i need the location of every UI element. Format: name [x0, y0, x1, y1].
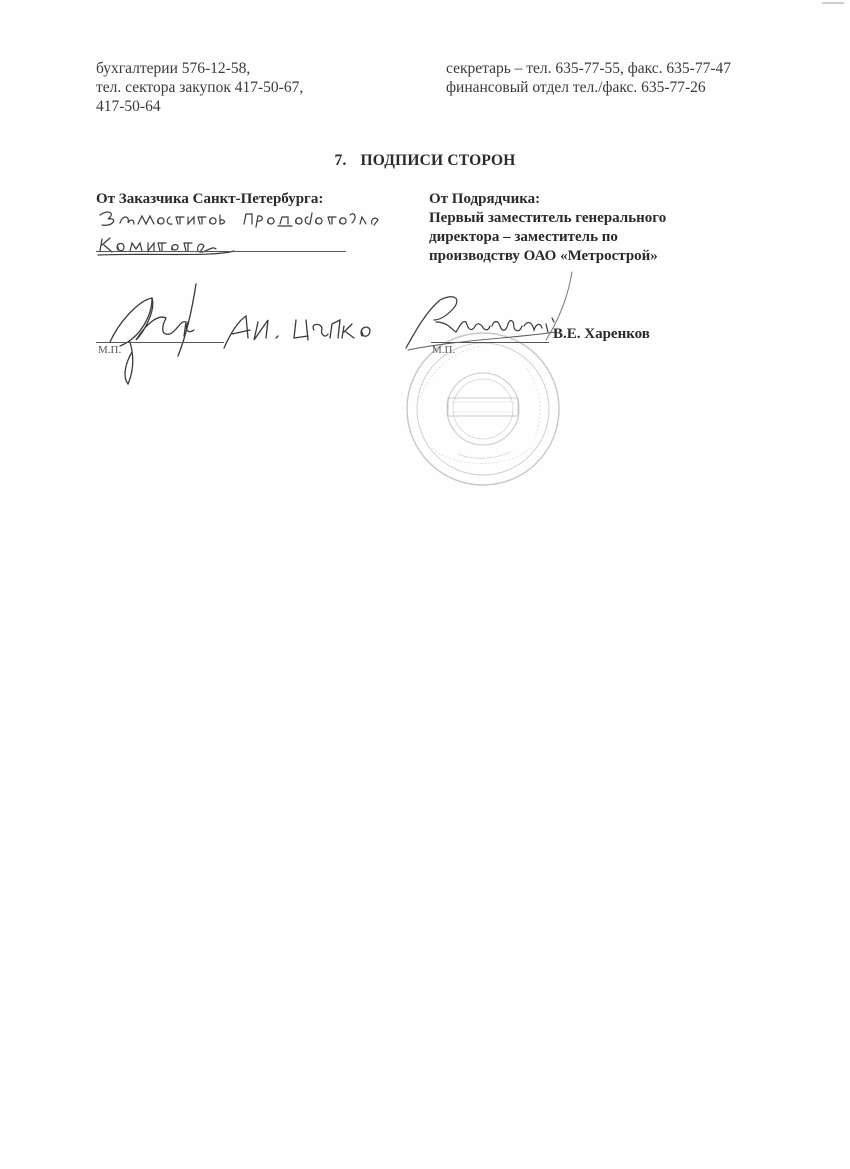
section-number: 7.	[334, 152, 347, 169]
contractor-stamp-label: М.П.	[432, 344, 456, 356]
customer-contacts	[96, 59, 416, 116]
contractor-block	[429, 190, 749, 266]
scan-edge-mark	[822, 2, 844, 4]
contractor-contacts	[446, 59, 826, 97]
contact-line: 417-50-64	[96, 98, 161, 115]
section-title-text: ПОДПИСИ СТОРОН	[360, 152, 516, 169]
customer-signature	[100, 280, 400, 390]
contractor-position-line: производству ОАО «Метрострой»	[429, 248, 658, 264]
contractor-position-line: директора – заместитель по	[429, 229, 618, 245]
customer-heading: От Заказчика Санкт-Петербурга:	[96, 191, 324, 207]
customer-stamp-label: М.П.	[98, 344, 122, 356]
contractor-heading: От Подрядчика:	[429, 191, 541, 207]
contractor-position-line: Первый заместитель генерального	[429, 210, 667, 226]
contact-line: тел. сектора закупок 417-50-67,	[96, 79, 304, 96]
contact-line: финансовый отдел тел./факс. 635-77-26	[446, 79, 706, 96]
contractor-name: В.Е. Харенков	[553, 326, 650, 342]
contact-line: бухгалтерии 576-12-58,	[96, 60, 251, 77]
contractor-signature	[396, 270, 596, 360]
contractor-signature-line	[431, 342, 549, 343]
customer-signature-line	[96, 342, 224, 343]
section-title	[0, 152, 850, 170]
handwritten-position-signature	[94, 205, 394, 265]
contact-line: секретарь – тел. 635-77-55, факс. 635-77-47	[446, 60, 732, 77]
position-signature-line	[96, 251, 346, 252]
